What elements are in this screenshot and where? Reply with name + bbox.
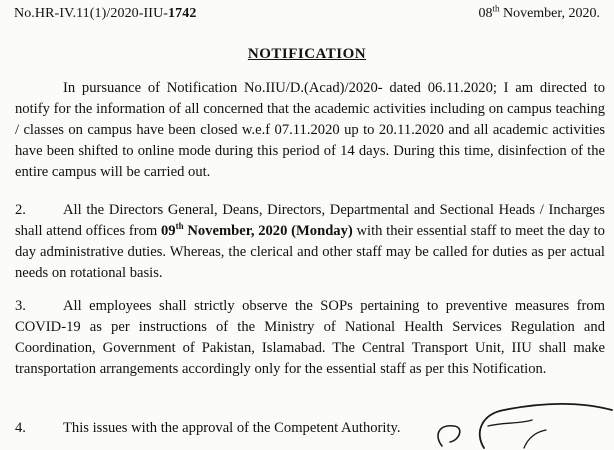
paragraph-4-number: 4. [15, 420, 26, 436]
paragraph-2-text-after: with their essential staff to meet the day to day administrative duties. Whereas, the clerical and other staff may be called for duties as per actual needs on rotational basis. [15, 223, 605, 281]
paragraph-2-text-before: All the Directors General, Deans, Directors, Departmental and Sectional Heads / Incharges shall attend offices from [15, 202, 605, 239]
paragraph-2-bold-day: 09 [160, 223, 176, 239]
paragraph-3 [15, 296, 605, 380]
document-date [478, 3, 600, 22]
reference-number-bold: 1742 [168, 6, 197, 21]
date-suffix: th [492, 3, 500, 14]
paragraph-1: In pursuance of Notification No.IIU/D.(Acad)/2020- dated 06.11.2020; I am directed to notify for the information of all concerned that the academic activities including on campus teaching / classes on campus have been closed w.e.f 07.11.2020 up to 20.11.2020 and all academic activities have been shifted to online mode during this period of 14 days. During this time, disinfection of the entire campus will be carried out. [15, 80, 605, 180]
paragraph-2-bold-rest: November, 2020 (Monday) [183, 223, 353, 239]
paragraph-3-number: 3. [15, 298, 26, 314]
paragraph-3-text: All employees shall strictly observe the SOPs pertaining to preventive measures from COVID-19 as per instructions of the Ministry of National Health Services Regulation and Coordination, Government of Pakistan, Islamabad. The Central Transport Unit, IIU shall make transportation arrangements accordingly only for the essential staff as per this Notification. [15, 298, 605, 377]
paragraph-2 [15, 200, 605, 284]
paragraph-2-number: 2. [15, 202, 26, 218]
paragraph-2-bold-date [161, 223, 353, 239]
reference-prefix: No.HR-IV.11(1)/2020-IIU- [14, 6, 169, 21]
paragraph-2-bold-suffix: th [175, 221, 184, 232]
reference-number [14, 6, 196, 22]
paragraph-4-text: This issues with the approval of the Competent Authority. [63, 420, 401, 436]
signature-image [424, 396, 614, 450]
date-day: 08 [478, 6, 493, 21]
date-rest: November, 2020. [499, 6, 600, 21]
page-title: NOTIFICATION [247, 46, 367, 62]
